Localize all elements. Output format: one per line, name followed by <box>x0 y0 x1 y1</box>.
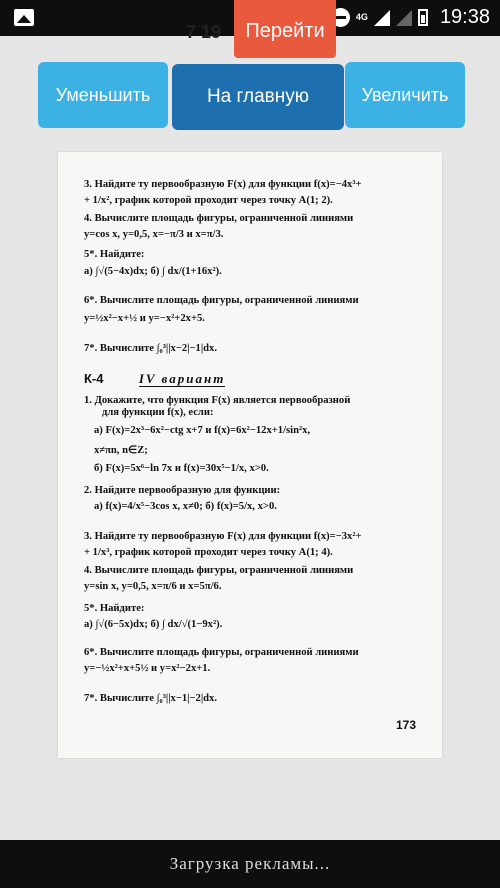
signal-icon-secondary <box>396 10 412 26</box>
page-line: 4. Вычислите площадь фигуры, ограниченной линиями <box>84 213 354 224</box>
go-button-label: Перейти <box>245 20 325 42</box>
page-line: 2. Найдите первообразную для функции: <box>84 485 281 496</box>
page-line: 4. Вычислите площадь фигуры, ограниченной линиями <box>84 565 354 576</box>
network-type: 4G <box>355 12 368 22</box>
page-indicator-partial: 7 19 <box>186 22 222 42</box>
decrease-button[interactable]: Уменьшить <box>38 62 168 128</box>
page-line: 3. Найдите ту первообразную F(x) для функции f(x)=−3x²+ <box>84 531 362 542</box>
section-label: К-4 <box>84 371 104 386</box>
page-line: 5*. Найдите: <box>84 603 145 614</box>
variant-label: IV вариант <box>138 371 226 386</box>
ad-banner: Загрузка рекламы... <box>0 840 500 888</box>
page-line: б) F(x)=5x⁶−ln 7x и f(x)=30x⁵−1/x, x>0. <box>94 463 269 474</box>
battery-icon <box>418 9 428 26</box>
page-number: 173 <box>395 718 416 732</box>
page-line: 1. Докажите, что функция F(x) является первообразной <box>84 395 351 406</box>
home-button[interactable]: На главную <box>172 64 344 130</box>
page-line: а) f(x)=4/x⁵−3cos x, x≠0; б) f(x)=5/x, x>0. <box>94 501 277 512</box>
page-line: + 1/x³, график которой проходит через точку A(1; 4). <box>84 547 333 558</box>
go-button[interactable] <box>234 0 336 58</box>
gallery-icon <box>14 9 34 26</box>
page-line: y=sin x, y=0,5, x=π/6 и x=5π/6. <box>84 581 222 592</box>
page-line: + 1/x², график которой проходит через точку A(1; 2). <box>84 195 333 206</box>
page-line: а) ∫√(6−5x)dx; б) ∫ dx/√(1−9x²). <box>84 619 223 630</box>
page-line: для функции f(x), если: <box>102 407 214 418</box>
page-line: 5*. Найдите: <box>84 249 145 260</box>
page-line: x≠πn, n∈Z; <box>94 445 148 456</box>
page-line: y=cos x, y=0,5, x=−π/3 и x=π/3. <box>84 229 224 240</box>
page-line: 3. Найдите ту первообразную F(x) для функции f(x)=−4x³+ <box>84 179 362 190</box>
status-icons <box>331 6 490 29</box>
signal-icon <box>374 10 390 26</box>
page-line: 6*. Вычислите площадь фигуры, ограниченной линиями <box>84 295 359 306</box>
page-line: y=−½x²+x+5½ и y=x²−2x+1. <box>84 663 211 674</box>
page-line: 6*. Вычислите площадь фигуры, ограниченной линиями <box>84 647 359 658</box>
textbook-page <box>58 152 442 758</box>
section-header <box>84 372 225 387</box>
page-line: 7*. Вычислите ∫₀³||x−2|−1|dx. <box>84 343 217 354</box>
page-line: y=½x²−x+½ и y=−x²+2x+5. <box>84 313 205 324</box>
page-line: 7*. Вычислите ∫₀³||x−1|−2|dx. <box>84 693 217 704</box>
page-line: а) F(x)=2x³−6x²−ctg x+7 и f(x)=6x²−12x+1/sin²x, <box>94 425 311 436</box>
clock: 19:38 <box>439 6 490 28</box>
increase-button[interactable]: Увеличить <box>345 62 465 128</box>
page-line: а) ∫√(5−4x)dx; б) ∫ dx/(1+16x²). <box>84 266 222 277</box>
